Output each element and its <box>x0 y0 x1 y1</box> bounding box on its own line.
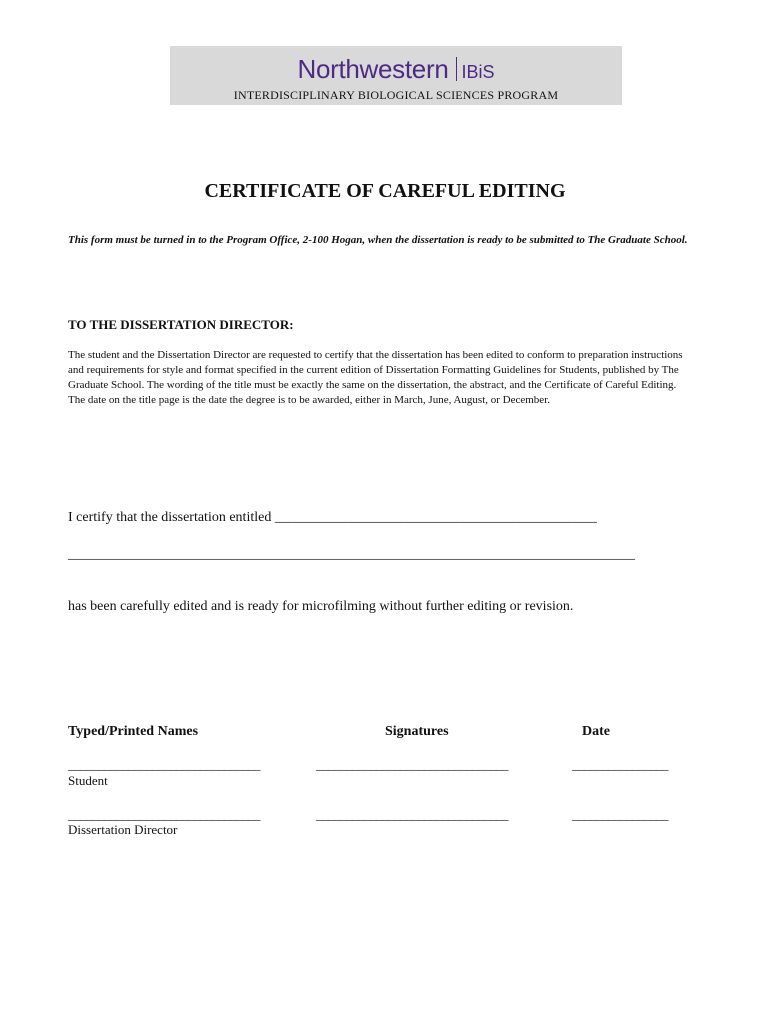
director-name-blank: ________________________________ <box>68 807 260 822</box>
signatures-column-header: Signatures <box>385 724 449 739</box>
director-label: Dissertation Director <box>68 822 178 837</box>
submission-instruction: This form must be turned in to the Program Office, 2-100 Hogan, when the dissertation is ready to be submitted to The Graduate School. <box>68 234 688 246</box>
logo-northwestern: Northwestern <box>297 54 449 84</box>
northwestern-ibis-logo <box>170 54 622 85</box>
header-banner <box>170 46 622 105</box>
student-name-blank: ________________________________ <box>68 757 260 772</box>
logo-ibis: IBiS <box>461 62 495 82</box>
student-signature-blank: ________________________________ <box>316 757 508 772</box>
student-label: Student <box>68 773 108 788</box>
director-date-blank: ________________ <box>572 807 668 822</box>
program-name: INTERDISCIPLINARY BIOLOGICAL SCIENCES PROGRAM <box>233 88 559 102</box>
section-heading: TO THE DISSERTATION DIRECTOR: <box>68 317 294 332</box>
instructions-paragraph: The student and the Dissertation Director are requested to certify that the dissertation has been edited to conform to preparation instructions and requirements for style and format specified in the current edition of Dissertation Formatting Guidelines for Students, published by The Graduate School. The wording of the title must be exactly the same on the dissertation, the abstract, and the Certificate of Careful Editing. The date on the title page is the date the degree is to be awarded, either in March, June, August, or December. <box>68 349 683 406</box>
director-signature-blank: ________________________________ <box>316 807 508 822</box>
names-column-header: Typed/Printed Names <box>68 724 199 739</box>
logo-divider <box>456 57 457 81</box>
dissertation-title-blank: _________________________________________________________________________________ <box>68 547 635 562</box>
student-date-blank: ________________ <box>572 757 668 772</box>
certify-statement: I certify that the dissertation entitled ______________________________________________ <box>68 510 597 525</box>
document-title: CERTIFICATE OF CAREFUL EDITING <box>204 180 566 202</box>
date-column-header: Date <box>582 724 610 739</box>
edited-statement: has been carefully edited and is ready for microfilming without further editing or revision. <box>68 599 574 614</box>
